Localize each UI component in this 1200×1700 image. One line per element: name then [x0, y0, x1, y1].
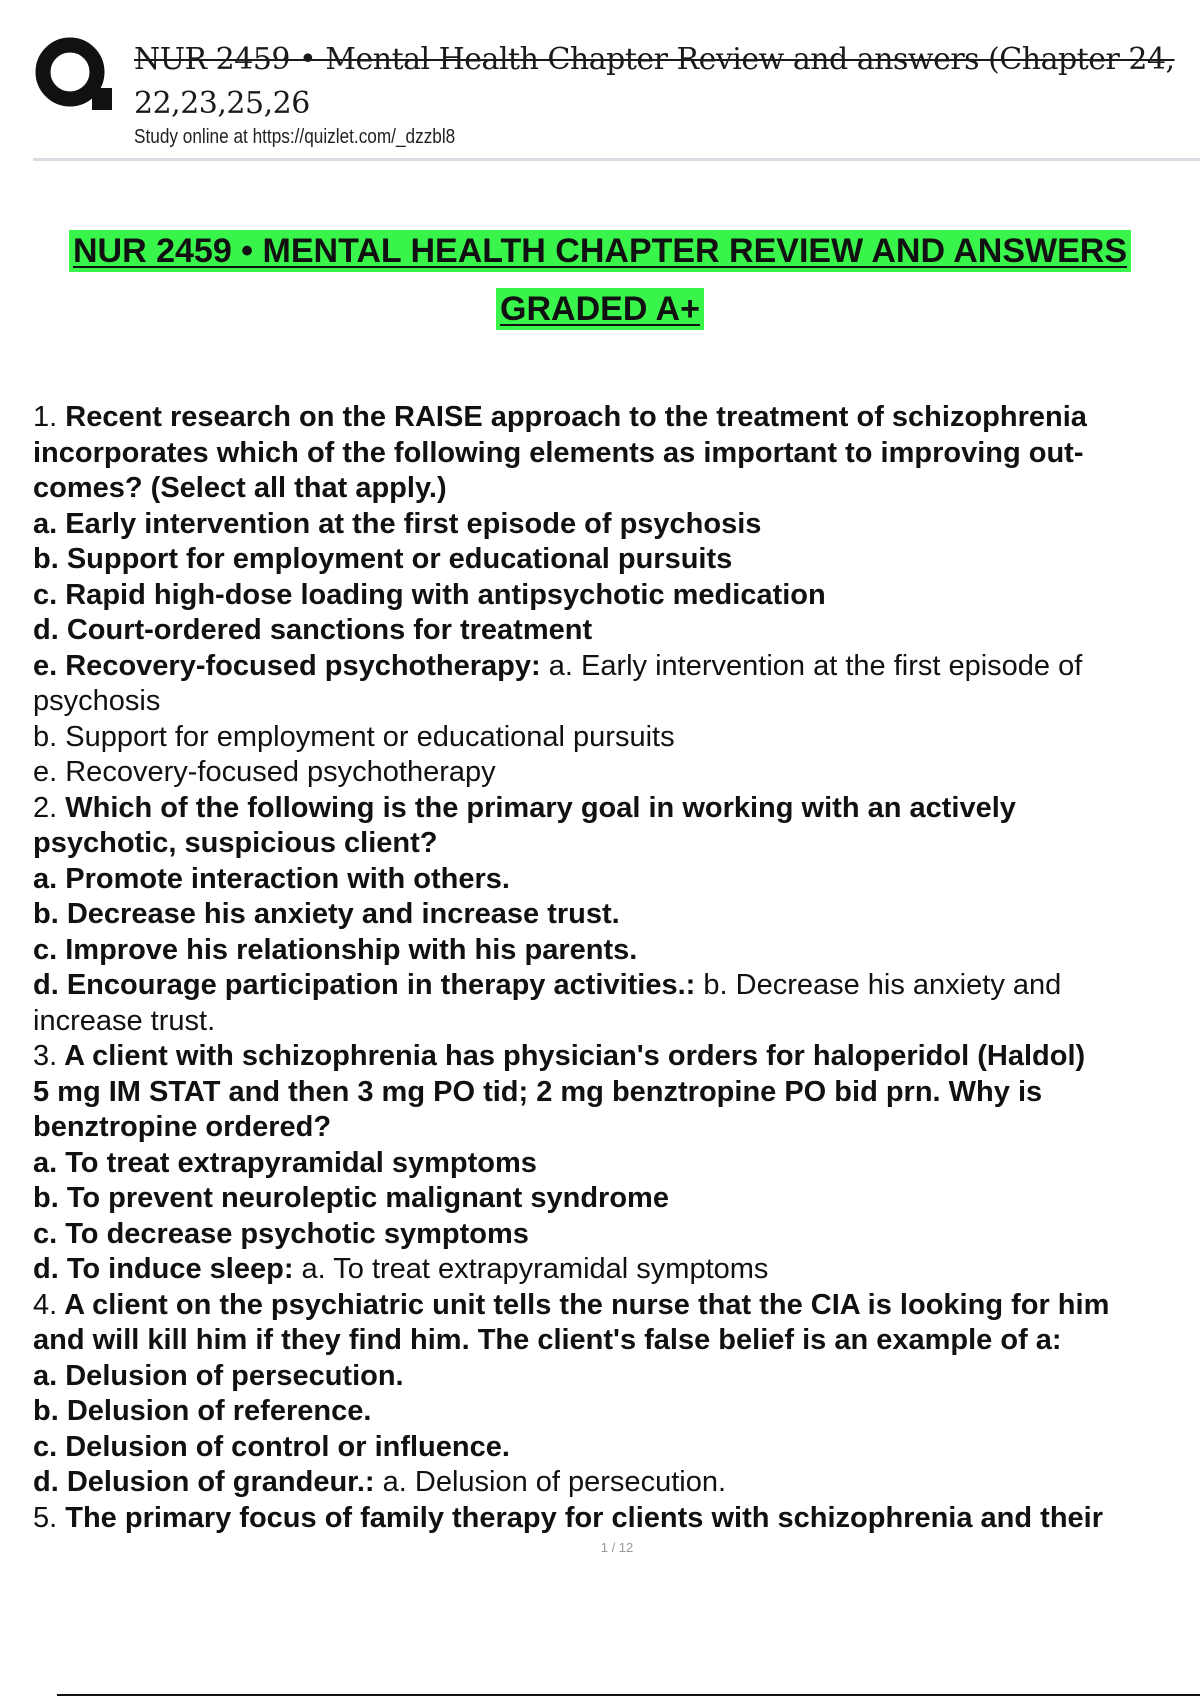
question-text: b. Decrease his anxiety and increase trust. [33, 898, 620, 930]
text-line [33, 1394, 1200, 1430]
text-line [33, 1110, 1200, 1146]
question-text: e. Recovery-focused psychotherapy: [33, 649, 541, 682]
text-line [33, 968, 1200, 1004]
text-line [33, 720, 1200, 756]
question-text: d. Delusion of grandeur.: [33, 1466, 375, 1498]
text-line [33, 1039, 1200, 1075]
question-text: A client with schizophrenia has physician's orders for haloperidol (Haldol) [57, 1040, 1086, 1072]
question-text: d. To induce sleep: [33, 1253, 294, 1285]
question-text: a. To treat extrapyramidal symptoms [33, 1146, 537, 1179]
question-text: d. Encourage participation in therapy activities.: [33, 969, 696, 1001]
answer-text: a. To treat extrapyramidal symptoms [293, 1253, 769, 1285]
document-title-line1: NUR 2459 • Mental Health Chapter Review and answers (Chapter 24, [134, 42, 1175, 77]
question-number: 4. [33, 1288, 58, 1321]
text-line [33, 1359, 1200, 1395]
text-line [33, 507, 1200, 543]
question-text: b. To prevent neuroleptic malignant syndrome [33, 1182, 669, 1214]
text-line [33, 1075, 1200, 1111]
answer-text: a. Early intervention at the first episode of [540, 649, 1083, 682]
text-line [33, 613, 1200, 649]
question-number: 1. [33, 401, 58, 433]
document-title [134, 38, 1184, 126]
question-text: a. Promote interaction with others. [33, 862, 510, 895]
main-heading [0, 222, 1200, 338]
answer-text: psychosis [33, 685, 161, 717]
question-text: d. Court-ordered sanctions for treatment [33, 614, 593, 646]
text-line [33, 862, 1200, 898]
question-text: psychotic, suspicious client? [33, 827, 438, 859]
text-line [33, 1430, 1200, 1466]
question-text: and will kill him if they find him. The client's false belief is an example of a: [33, 1324, 1062, 1356]
answer-text: b. Support for employment or educational pursuits [33, 720, 675, 753]
answer-text: e. Recovery-focused psychotherapy [33, 756, 496, 788]
answer-text: b. Decrease his anxiety and [695, 969, 1062, 1001]
question-text: a. Delusion of persecution. [33, 1359, 404, 1392]
study-online-link[interactable]: Study online at https://quizlet.com/_dzzbl8 [134, 126, 456, 148]
page-number: 1 / 12 [600, 1540, 634, 1555]
question-text: The primary focus of family therapy for clients with schizophrenia and their [57, 1501, 1103, 1534]
question-number: 2. [33, 791, 58, 824]
question-text: c. Rapid high-dose loading with antipsychotic medication [33, 578, 826, 611]
question-text: c. Delusion of control or influence. [33, 1430, 510, 1463]
question-text: benztropine ordered? [33, 1111, 332, 1143]
text-line [33, 791, 1200, 827]
text-line [33, 1217, 1200, 1253]
text-line [33, 1252, 1200, 1288]
answer-text: increase trust. [33, 1004, 216, 1037]
text-line [33, 578, 1200, 614]
text-line [33, 933, 1200, 969]
question-text: 5 mg IM STAT and then 3 mg PO tid; 2 mg benztropine PO bid prn. Why is [33, 1075, 1043, 1108]
text-line [33, 400, 1200, 436]
text-line [33, 1323, 1200, 1359]
text-line [33, 471, 1200, 507]
text-line [33, 1004, 1200, 1040]
footer-divider [57, 1694, 1200, 1696]
question-number: 3. [33, 1040, 58, 1072]
question-text: Which of the following is the primary goal in working with an actively [57, 791, 1016, 824]
text-line [33, 542, 1200, 578]
question-text: b. Support for employment or educational pursuits [33, 543, 733, 575]
main-heading-line2: GRADED A+ [496, 288, 704, 330]
question-text: c. Improve his relationship with his parents. [33, 933, 638, 966]
question-text: Recent research on the RAISE approach to the treatment of schizophrenia [57, 401, 1087, 433]
question-text: a. Early intervention at the first episode of psychosis [33, 507, 762, 540]
text-line [33, 1181, 1200, 1217]
header-divider [33, 158, 1200, 161]
text-line [33, 1501, 1200, 1537]
question-list [33, 400, 1200, 1536]
text-line [33, 826, 1200, 862]
text-line [33, 1465, 1200, 1501]
answer-text: a. Delusion of persecution. [374, 1466, 727, 1498]
text-line [33, 649, 1200, 685]
question-text: incorporates which of the following elements as important to improving out- [33, 436, 1084, 469]
text-line [33, 755, 1200, 791]
text-line [33, 1288, 1200, 1324]
main-heading-line1: NUR 2459 • MENTAL HEALTH CHAPTER REVIEW AND ANSWERS [69, 230, 1131, 272]
text-line [33, 684, 1200, 720]
text-line [33, 897, 1200, 933]
question-text: comes? (Select all that apply.) [33, 472, 447, 504]
text-line [33, 436, 1200, 472]
question-text: A client on the psychiatric unit tells the nurse that the CIA is looking for him [57, 1288, 1110, 1321]
quizlet-q-logo-icon [34, 36, 112, 112]
question-text: b. Delusion of reference. [33, 1395, 372, 1427]
text-line [33, 1146, 1200, 1182]
question-text: c. To decrease psychotic symptoms [33, 1217, 529, 1250]
question-number: 5. [33, 1501, 58, 1534]
document-title-line2: 22,23,25,26 [134, 86, 310, 121]
